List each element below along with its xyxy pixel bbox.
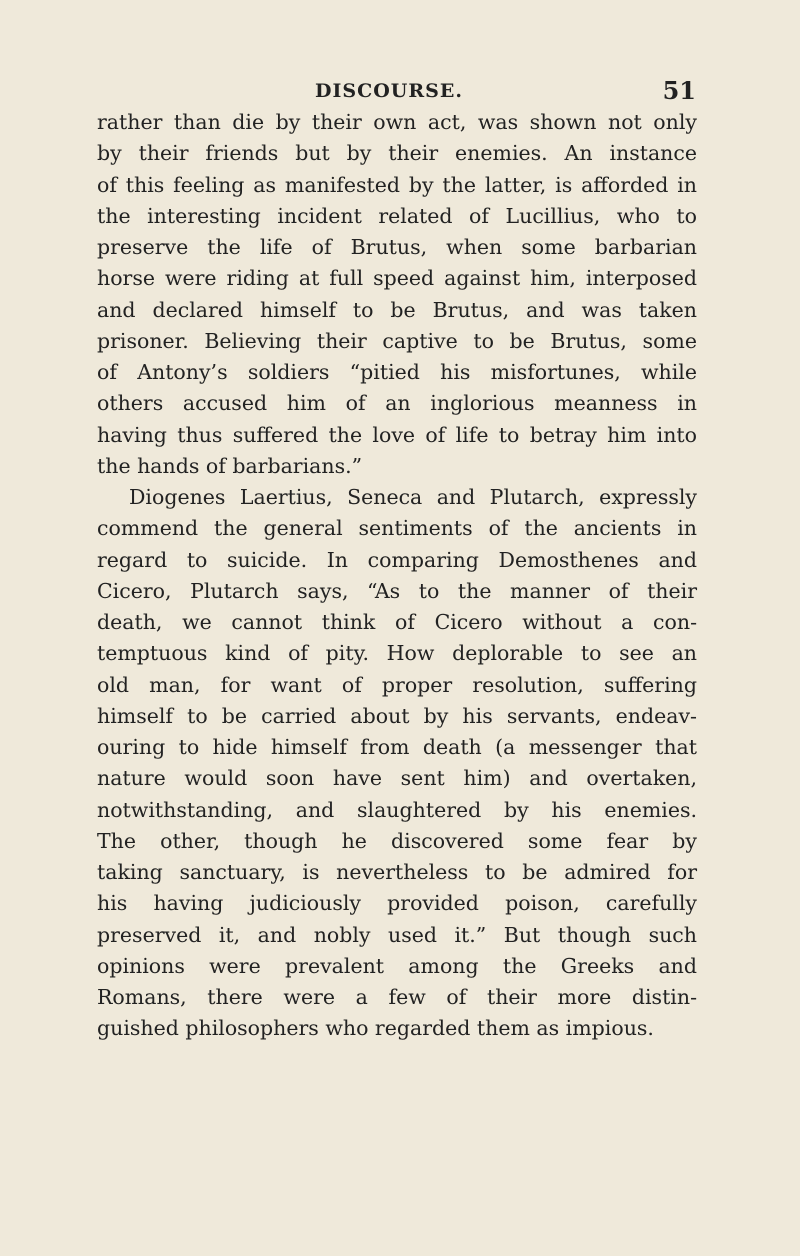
page-number: 51 <box>662 76 696 105</box>
paragraph-1 <box>97 107 697 482</box>
text-line: and declared himself to be Brutus, and was taken <box>97 297 697 322</box>
text-line: horse were riding at full speed against him, interposed <box>97 266 697 291</box>
text-line: preserve the life of Brutus, when some barbarian <box>97 235 697 259</box>
text-line: others accused him of an inglorious meanness in <box>97 391 697 416</box>
text-line: preserved it, and nobly used it.” But though such <box>97 922 697 947</box>
text-line: prisoner. Believing their captive to be Brutus, some <box>97 328 697 353</box>
text-line: Cicero, Plutarch says, “As to the manner of their <box>97 578 697 603</box>
text-line: of this feeling as manifested by the latter, is afforded in <box>97 172 697 197</box>
text-line: by their friends but by their enemies. An instance <box>97 141 697 166</box>
text-line: nature would soon have sent him) and overtaken, <box>97 766 697 791</box>
text-line: having thus suffered the love of life to betray him into <box>97 422 697 447</box>
text-line: The other, though he discovered some fear by <box>97 828 697 853</box>
text-line: of Antony’s soldiers “pitied his misfortunes, while <box>97 360 697 384</box>
text-line: notwithstanding, and slaughtered by his enemies. <box>97 797 697 822</box>
text-line: regard to suicide. In comparing Demosthenes and <box>97 547 697 572</box>
text-line: taking sanctuary, is nevertheless to be admired for <box>97 860 697 884</box>
text-line: old man, for want of proper resolution, suffering <box>97 672 697 697</box>
text-line: Romans, there were a few of their more distin- <box>97 985 697 1009</box>
text-line: the hands of barbarians.” <box>97 453 363 478</box>
text-line: rather than die by their own act, was shown not only <box>97 110 697 134</box>
running-header-title: DISCOURSE. <box>315 80 463 102</box>
text-line: Diogenes Laertius, Seneca and Plutarch, expressly <box>129 485 697 509</box>
text-line: death, we cannot think of Cicero without a con- <box>97 610 697 634</box>
text-line: the interesting incident related of Lucillius, who to <box>97 203 697 228</box>
text-line: temptuous kind of pity. How deplorable to see an <box>97 641 697 666</box>
text-line: ouring to hide himself from death (a messenger that <box>97 735 697 759</box>
text-line: his having judiciously provided poison, carefully <box>97 891 697 916</box>
text-line: commend the general sentiments of the ancients in <box>97 516 697 541</box>
text-line: opinions were prevalent among the Greeks and <box>97 953 697 978</box>
body-text <box>97 107 697 1045</box>
text-line: guished philosophers who regarded them as impious. <box>97 1016 654 1041</box>
paragraph-2 <box>97 482 697 1045</box>
text-line: himself to be carried about by his servants, endeav- <box>97 703 697 728</box>
